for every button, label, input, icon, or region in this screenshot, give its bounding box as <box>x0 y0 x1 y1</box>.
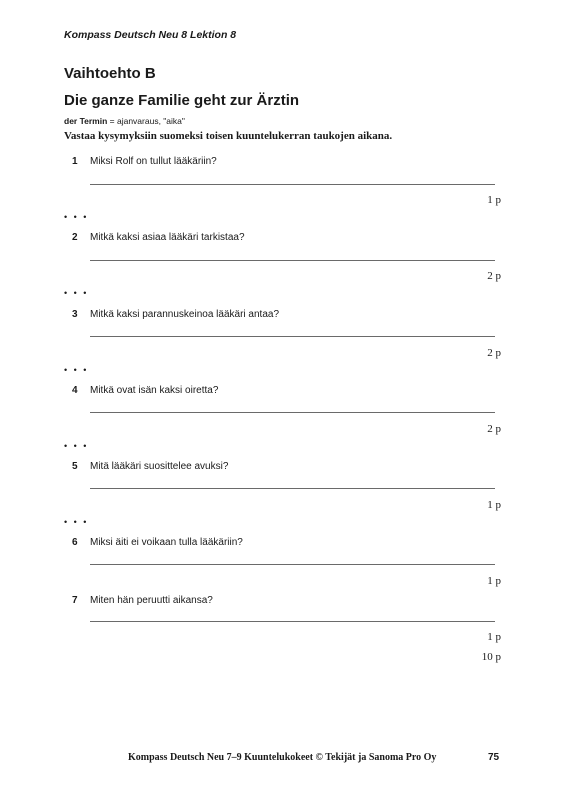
question-points: 2 p <box>487 270 501 282</box>
answer-line[interactable] <box>90 260 495 261</box>
section-heading: Vaihtoehto B <box>64 65 156 82</box>
separator-dots: • • • <box>64 517 89 527</box>
vocab-term: der Termin <box>64 116 108 126</box>
footer-text: Kompass Deutsch Neu 7–9 Kuuntelukokeet © Tekijät ja Sanoma Pro Oy <box>128 752 437 763</box>
separator-dots: • • • <box>64 288 89 298</box>
answer-line[interactable] <box>90 336 495 337</box>
instruction: Vastaa kysymyksiin suomeksi toisen kuuntelukerran taukojen aikana. <box>64 130 393 142</box>
question-text: Miksi äiti ei voikaan tulla lääkäriin? <box>90 537 243 548</box>
question-text: Miten hän peruutti aikansa? <box>90 595 213 606</box>
question-number: 5 <box>72 461 78 472</box>
question-points: 1 p <box>487 631 501 643</box>
question-points: 1 p <box>487 575 501 587</box>
separator-dots: • • • <box>64 212 89 222</box>
page-number: 75 <box>488 752 500 763</box>
vocab-definition: = ajanvaraus, "aika" <box>107 116 185 126</box>
question-points: 2 p <box>487 423 501 435</box>
question-points: 2 p <box>487 347 501 359</box>
answer-line[interactable] <box>90 412 495 413</box>
answer-line[interactable] <box>90 488 495 489</box>
separator-dots: • • • <box>64 441 89 451</box>
question-points: 1 p <box>487 499 501 511</box>
header-title: Kompass Deutsch Neu 8 Lektion 8 <box>64 29 237 41</box>
question-points: 1 p <box>487 194 501 206</box>
question-number: 6 <box>72 537 78 548</box>
question-number: 4 <box>72 385 78 396</box>
question-text: Miksi Rolf on tullut lääkäriin? <box>90 156 217 167</box>
page-title: Die ganze Familie geht zur Ärztin <box>64 92 300 109</box>
question-number: 1 <box>72 156 78 167</box>
answer-line[interactable] <box>90 564 495 565</box>
question-text: Mitkä kaksi asiaa lääkäri tarkistaa? <box>90 232 245 243</box>
question-number: 7 <box>72 595 78 606</box>
separator-dots: • • • <box>64 365 89 375</box>
question-text: Mitkä ovat isän kaksi oiretta? <box>90 385 219 396</box>
total-points: 10 p <box>481 651 501 663</box>
question-text: Mitkä kaksi parannuskeinoa lääkäri antaa? <box>90 309 279 320</box>
vocab-note <box>64 116 185 126</box>
question-text: Mitä lääkäri suosittelee avuksi? <box>90 461 229 472</box>
question-number: 3 <box>72 309 78 320</box>
answer-line[interactable] <box>90 621 495 622</box>
question-number: 2 <box>72 232 78 243</box>
answer-line[interactable] <box>90 184 495 185</box>
